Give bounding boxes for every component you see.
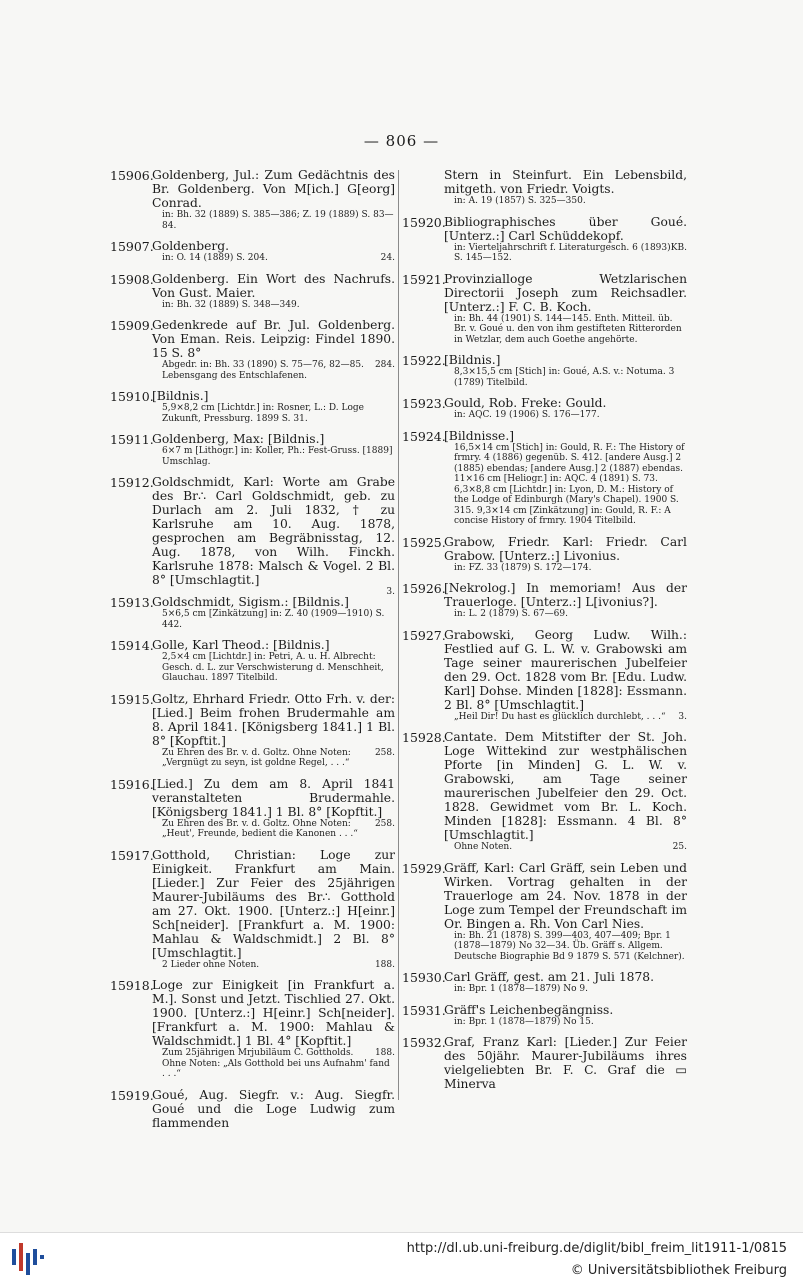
bibliography-entry: [110, 168, 395, 231]
entry-number: 15924.: [402, 428, 446, 444]
entry-citation: in: AQC. 19 (1906) S. 176—177.: [454, 410, 600, 420]
left-column: [110, 168, 395, 1138]
bibliography-entry: [402, 429, 687, 527]
entry-reference: [402, 443, 687, 527]
entry-citation: in: A. 19 (1857) S. 325—350.: [454, 196, 586, 206]
entry-text: [Bildnis.]: [152, 389, 209, 403]
entry-citation: Ohne Noten.: [454, 842, 513, 852]
bibliography-entry: [110, 638, 395, 684]
entry-citation: 2 Lieder ohne Noten.: [162, 959, 260, 970]
bibliography-entry: [402, 1003, 687, 1028]
bibliography-entry: [110, 595, 395, 630]
bibliography-entry: [110, 272, 395, 311]
bibliography-entry: [402, 581, 687, 620]
entry-text: Gotthold, Christian: Loge zur Einigkeit. Frankfurt am Main. [Lieder.] Zur Feier des 25jährigen Maurer-Jubiläums des Br∴ Gotthold am 27. Okt. 1900. [Unterz.:] H[einr.] Sch[neider]. [Frankfurt a. M. 1900: Mahlau & Waldschmidt.] 2 Bl. 8° [Umschlagtit.]: [152, 847, 395, 960]
entry-reference: [110, 446, 395, 467]
entry-citation: in: Bh. 44 (1901) S. 144—145. Enth. Mitteil. üb. Br. v. Goué u. den von ihm gestifteten Ritterorden in Wetzlar, dem auch Goethe angehörte.: [454, 313, 682, 345]
entry-reference: [110, 253, 395, 264]
entry-citation: 8,3×15,5 cm [Stich] in: Goué, A.S. v.: Notuma. 3 (1789) Titelbild.: [454, 367, 675, 388]
entry-number: 15908.: [110, 271, 154, 287]
entry-citation: „Heil Dir! Du hast es glücklich durchlebt, . . .“: [454, 711, 666, 722]
entry-text: [Bildnisse.]: [444, 428, 515, 443]
viewer-footer: [0, 1232, 803, 1288]
entry-text: Grabowski, Georg Ludw. Wilh.: Festlied auf G. L. W. v. Grabowski am Tage seiner maurerischen Jubelfeier den 29. Oct. 1828 vom Br. [Edu. Ludw. Karl] Dohse. Minden [1828]: Essmann. 2 Bl. 8° [Umschlagtit.]: [444, 627, 687, 712]
entry-number: 15914.: [110, 638, 154, 653]
entry-citation: in: Bh. 21 (1878) S. 399—403, 407—409; Bpr. 1 (1878—1879) No 32—34. Üb. Gräff s. Allgem. Deutsche Biographie Bd 9 1879 S. 571 (Kelchner).: [454, 930, 685, 962]
entry-reference: [110, 960, 395, 971]
bibliography-entry: [402, 861, 687, 963]
bibliography-entry: [110, 777, 395, 840]
entry-text: Golle, Karl Theod.: [Bildnis.]: [152, 638, 330, 652]
copyright-notice: © Universitätsbibliothek Freiburg: [570, 1263, 787, 1278]
bibliography-entry: [110, 848, 395, 971]
entry-citation: in: Bh. 32 (1889) S. 348—349.: [162, 299, 300, 310]
entry-citation: Zu Ehren des Br. v. d. Goltz. Ohne Noten: „Vergnügt zu seyn, ist goldne Regel, . . .“: [162, 747, 351, 768]
entry-number: 15920.: [402, 214, 446, 230]
entry-text: Gould, Rob. Freke: Gould.: [444, 396, 607, 410]
column-divider: [398, 170, 399, 1100]
entry-citation: in: O. 14 (1889) S. 204.: [162, 253, 268, 263]
entry-text: Goltz, Ehrhard Friedr. Otto Frh. v. der: [Lied.] Beim frohen Brudermahle am 8. April 1841. [Königsberg 1841.] 1 Bl. 8° [Kopftit.]: [152, 691, 395, 748]
entry-page-ref: KB.: [670, 242, 687, 253]
bibliography-entry: [402, 215, 687, 264]
entry-number: 15923.: [402, 396, 446, 411]
entry-text: Goué, Aug. Siegfr. v.: Aug. Siegfr. Goué und die Loge Ludwig zum flammenden: [152, 1087, 395, 1130]
entry-text: Carl Gräff, gest. am 21. Juli 1878.: [444, 970, 655, 984]
entry-text: Gräff's Leichenbegängniss.: [444, 1002, 614, 1017]
entry-number: 15930.: [402, 970, 446, 985]
document-url[interactable]: http://dl.ub.uni-freiburg.de/diglit/bibl_freim_lit1911-1/0815: [406, 1241, 787, 1256]
entry-number: 15912.: [110, 475, 154, 490]
entry-reference: [402, 842, 687, 853]
entry-citation: in: L. 2 (1879) S. 67—69.: [454, 609, 568, 619]
entry-number: 15928.: [402, 730, 446, 745]
ub-logo-icon: [8, 1239, 48, 1283]
entry-citation: in: FZ. 33 (1879) S. 172—174.: [454, 562, 592, 573]
entry-text: [Lied.] Zu dem am 8. April 1841 veranstalteten Brudermahle. [Königsberg 1841.] 1 Bl. 8° [Kopftit.]: [152, 776, 395, 819]
entry-citation: 2,5×4 cm [Lichtdr.] in: Petri, A. u. H. Albrecht: Gesch. d. L. zur Verschwisterung d. Menschheit, Glauchau. 1897 Titelbild.: [162, 652, 384, 683]
bibliography-entry: [110, 978, 395, 1080]
right-column: [402, 168, 687, 1099]
entry-page-ref: 3.: [386, 587, 395, 597]
entry-reference: [402, 931, 687, 963]
entry-number: 15906.: [110, 168, 154, 183]
entry-text: Stern in Steinfurt. Ein Lebensbild, mitgeth. von Friedr. Voigts.: [444, 168, 687, 196]
entry-page-ref: 188.: [374, 1048, 395, 1058]
entry-number: 15926.: [402, 581, 446, 596]
entry-page-ref: 258.: [374, 818, 395, 829]
entry-text: Graf, Franz Karl: [Lieder.] Zur Feier des 50jähr. Maurer-Jubiläums ihres vielgeliebten Br. F. C. Graf die ▭ Minerva: [444, 1035, 687, 1091]
entry-page-ref: 188.: [374, 959, 395, 970]
entry-citation: 6×7 m [Lithogr.] in: Koller, Ph.: Fest-Gruss. [1889] Umschlag.: [162, 446, 393, 467]
entry-number: 15919.: [110, 1087, 154, 1103]
entry-reference: [402, 196, 687, 207]
entry-text: Goldenberg.: [152, 239, 230, 253]
entry-number: 15932.: [402, 1035, 446, 1050]
entry-number: 15929.: [402, 860, 446, 876]
entry-citation: in: Bpr. 1 (1878—1879) No 15.: [454, 1016, 594, 1027]
entry-text: Goldenberg, Max: [Bildnis.]: [152, 432, 325, 446]
bibliography-entry: [110, 239, 395, 264]
entry-citation: Abgedr. in: Bh. 33 (1890) S. 75—76, 82—85. Lebensgang des Entschlafenen.: [162, 360, 364, 381]
entry-reference: [110, 210, 395, 231]
bibliography-entry: [402, 730, 687, 853]
entry-page-ref: 3.: [678, 711, 687, 722]
entry-text: Bibliographisches über Goué. [Unterz.:] Carl Schüddekopf.: [444, 214, 687, 243]
bibliography-entry: [402, 396, 687, 421]
entry-text: Gedenkrede auf Br. Jul. Goldenberg. Von Eman. Reis. Leipzig: Findel 1890. 15 S. 8°: [152, 318, 395, 360]
entry-reference: [110, 609, 395, 630]
entry-citation: in: Bh. 32 (1889) S. 385—386; Z. 19 (1889) S. 83—84.: [162, 210, 394, 231]
entry-reference: [110, 360, 395, 381]
entry-number: 15927.: [402, 627, 446, 643]
entry-reference: [110, 1048, 395, 1080]
bibliography-entry: [110, 692, 395, 769]
bibliography-entry: [110, 432, 395, 467]
entry-number: 15931.: [402, 1002, 446, 1018]
bibliography-entry: [110, 389, 395, 424]
entry-number: 15915.: [110, 691, 154, 707]
entry-citation: 5×6,5 cm [Zinkätzung] in: Z. 40 (1909—1910) S. 442.: [162, 609, 385, 630]
entry-reference: [402, 1017, 687, 1028]
entry-page-ref: 258.: [374, 747, 395, 758]
entry-reference: [402, 367, 687, 388]
entry-text: Goldschmidt, Sigism.: [Bildnis.]: [152, 595, 349, 609]
entry-text: Grabow, Friedr. Karl: Friedr. Carl Grabow. [Unterz.:] Livonius.: [444, 534, 687, 563]
entry-text: Goldenberg. Ein Wort des Nachrufs. Von Gust. Maier.: [152, 271, 395, 300]
entry-text: [Nekrolog.] In memoriam! Aus der Trauerloge. [Unterz.:] L[ivonius?].: [444, 581, 687, 609]
entry-text: Loge zur Einigkeit [in Frankfurt a. M.]. Sonst und Jetzt. Tischlied 27. Okt. 1900. [Unterz.:] H[einr.] Sch[neider]. [Frankfurt a. M. 1900: Mahlau & Waldschmidt.] 1 Bl. 4° [Kopftit.]: [152, 978, 395, 1048]
entry-reference: [110, 403, 395, 424]
entry-text: Provinzialloge Wetzlarischen Directorii Joseph zum Reichsadler. [Unterz.:] F. C. B. Koch.: [444, 271, 687, 314]
entry-reference: [110, 652, 395, 684]
entry-number: 15910.: [110, 389, 154, 404]
bibliography-entry: [402, 168, 687, 207]
entry-citation: 5,9×8,2 cm [Lichtdr.] in: Rosner, L.: D. Loge Zukunft, Pressburg. 1899 S. 31.: [162, 403, 364, 424]
entry-number: 15921.: [402, 271, 446, 287]
entry-reference: [110, 300, 395, 311]
entry-text: Cantate. Dem Mitstifter der St. Joh. Loge Wittekind zur westphälischen Pforte [in Minden] G. L. W. v. Grabowski, am Tage seiner maurerischen Jubelfeier den 29. Oct. 1828. Gewidmet vom Br. L. Koch. Minden [1828]: Essmann. 4 Bl. 8° [Umschlagtit.]: [444, 730, 687, 842]
bibliography-entry: [402, 272, 687, 346]
entry-reference: [402, 410, 687, 421]
entry-page-ref: 284.: [374, 360, 395, 370]
bibliography-entry: [110, 318, 395, 381]
entry-reference: [402, 984, 687, 995]
bibliography-entry: [402, 353, 687, 388]
entry-number: 15922.: [402, 353, 446, 368]
entry-number: 15911.: [110, 432, 154, 447]
entry-reference: [402, 563, 687, 574]
entry-citation: Zu Ehren des Br. v. d. Goltz. Ohne Noten: „Heut', Freunde, bedient die Kanonen . . .“: [162, 818, 358, 839]
page-number: — 806 —: [363, 132, 440, 150]
entry-reference: [110, 748, 395, 769]
entry-number: 15909.: [110, 318, 154, 333]
entry-number: 15917.: [110, 847, 154, 863]
entry-text: Goldschmidt, Karl: Worte am Grabe des Br∴ Carl Goldschmidt, geb. zu Durlach am 2. Juli 1832, † zu Karlsruhe am 10. Aug. 1878, gesprochen am Begräbnisstag, 12. Aug. 1878, von Wilh. Finckh. Karlsruhe 1878: Malsch & Vogel. 2 Bl. 8° [Umschlagtit.]: [152, 475, 395, 587]
entry-reference: [402, 243, 687, 264]
bibliography-entry: [402, 970, 687, 995]
entry-text: Gräff, Karl: Carl Gräff, sein Leben und Wirken. Vortrag gehalten in der Trauerloge am 24. Nov. 1878 in der Loge zum Tempel der Freundschaft im Or. Bingen a. Rh. Von Carl Nies.: [444, 860, 687, 931]
entry-number: 15918.: [110, 978, 154, 993]
entry-number: 15916.: [110, 776, 154, 792]
bibliography-entry: [402, 1035, 687, 1091]
entry-reference: [402, 712, 687, 723]
bibliography-entry: [110, 1088, 395, 1130]
bibliography-entry: [110, 475, 395, 597]
entry-reference: [402, 609, 687, 620]
bibliography-entry: [402, 535, 687, 574]
entry-text: [Bildnis.]: [444, 353, 501, 367]
entry-citation: 16,5×14 cm [Stich] in: Gould, R. F.: The History of frmry. 4 (1886) gegenüb. S. 412. [andere Ausg.] 2 (1885) ebendas; [andere Ausg.] 2 (1887) ebendas. 11×16 cm [Heliogr.] in: AQC. 4 (1891) S. 73. 6,3×8,8 cm [Lichtdr.] in: Lyon, D. M.: History of the Lodge of Edinburgh (Mary's Chapel). 1900 S. 315. 9,3×14 cm [Zinkätzung] in: Gould, R. F.: A concise History of frmry. 1904 Titelbild.: [454, 442, 685, 526]
entry-citation: in: Bpr. 1 (1878—1879) No 9.: [454, 984, 588, 994]
entry-reference: [402, 314, 687, 346]
entry-page-ref: 24.: [380, 253, 395, 263]
entry-number: 15907.: [110, 239, 154, 254]
bibliography-entry: [402, 628, 687, 723]
entry-citation: in: Vierteljahrschrift f. Literaturgesch. 6 (1893) S. 145—152.: [454, 242, 671, 263]
entry-number: 15925.: [402, 534, 446, 550]
entry-number: 15913.: [110, 595, 154, 610]
entry-reference: [110, 819, 395, 840]
entry-page-ref: 25.: [672, 842, 687, 852]
entry-text: Goldenberg, Jul.: Zum Gedächtnis des Br. Goldenberg. Von M[ich.] G[eorg] Conrad.: [152, 168, 395, 210]
entry-citation: Zum 25jährigen Mrjubiläum C. Gottholds. Ohne Noten: „Als Gotthold bei uns Aufnahm' fand . . .“: [162, 1048, 390, 1079]
